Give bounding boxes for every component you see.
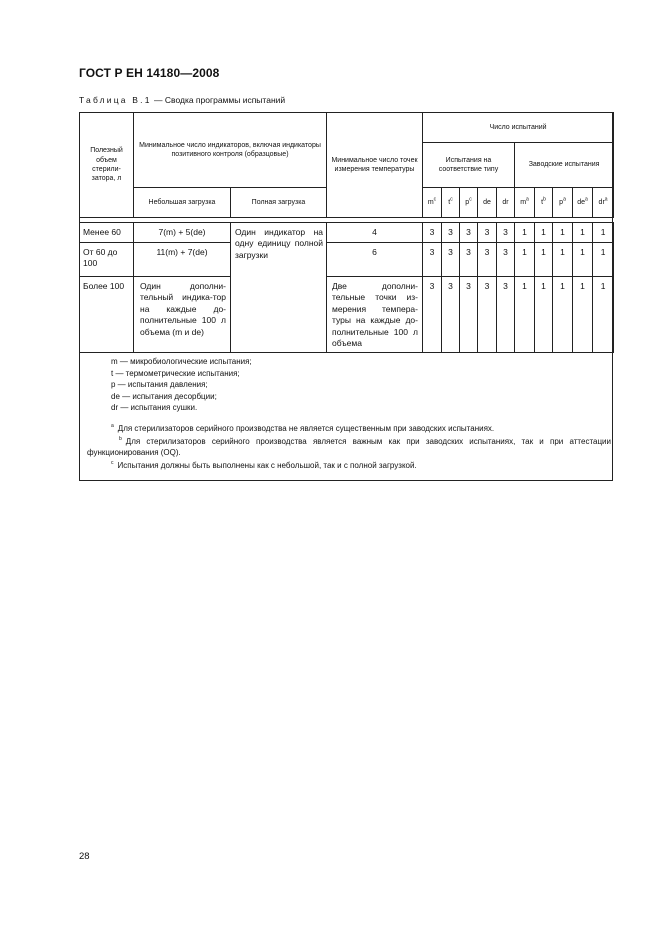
header-factory-col: $p^a$ <box>553 188 573 218</box>
row-value: 3 <box>442 243 460 277</box>
row-value: 1 <box>515 277 535 353</box>
header-type-col: dr <box>497 188 515 218</box>
abbreviation-item: de — испытания десорбции; <box>111 391 217 401</box>
row-temp-points: Две дополни-тельные точки из-мерения темпера-туры на каждые до-полнительные 100 л объема <box>327 277 423 353</box>
footnote-c: $^c$ Испытания должны быть выполнены как с небольшой, так и с полной загрузкой. <box>111 460 417 470</box>
row-value: 3 <box>442 223 460 243</box>
row-value: 3 <box>423 223 442 243</box>
row-small-load: 7(m) + 5(de) <box>134 223 231 243</box>
header-type-col: $t^c$ <box>442 188 460 218</box>
test-program-table <box>79 112 614 353</box>
footnote-a: $^a$ Для стерилизаторов серийного производства не является существенным при заводских испытаниях. <box>111 423 495 433</box>
row-value: 1 <box>573 223 593 243</box>
row-value: 1 <box>553 277 573 353</box>
full-load-cell: Один индикатор на одну единицу полной загрузки <box>231 223 327 353</box>
header-type-col: de <box>478 188 497 218</box>
row-value: 3 <box>478 223 497 243</box>
header-factory-col: $dr^a$ <box>593 188 614 218</box>
header-factory-col: $t^b$ <box>535 188 553 218</box>
document-title: ГОСТ Р ЕН 14180—2008 <box>79 66 220 80</box>
row-value: 1 <box>515 243 535 277</box>
row-value: 1 <box>573 243 593 277</box>
row-value: 3 <box>460 277 478 353</box>
row-value: 1 <box>553 243 573 277</box>
header-factory-col: $m^a$ <box>515 188 535 218</box>
header-temp-points: Минимальное число точек измерения температуры <box>327 113 423 218</box>
abbreviation-list <box>111 356 613 414</box>
table-caption-text: — Сводка программы испытаний <box>151 95 286 105</box>
row-value: 3 <box>460 223 478 243</box>
header-type-col: $p^c$ <box>460 188 478 218</box>
abbreviation-item: t — термометрические испытания; <box>111 368 240 378</box>
header-type-col: $m^c$ <box>423 188 442 218</box>
row-volume: От 60 до 100 <box>80 243 134 277</box>
header-factory-tests: Заводские испытания <box>515 143 614 188</box>
header-full-load: Полная загрузка <box>231 188 327 218</box>
row-value: 1 <box>593 223 614 243</box>
row-value: 1 <box>535 277 553 353</box>
row-small-load: Один дополни-тельный индика-тор на каждые до-полнительные 100 л объема (m и de) <box>134 277 231 353</box>
table-caption <box>79 95 285 105</box>
row-value: 1 <box>573 277 593 353</box>
row-volume: Более 100 <box>80 277 134 353</box>
row-temp-points: 6 <box>327 243 423 277</box>
row-temp-points: 4 <box>327 223 423 243</box>
row-volume: Менее 60 <box>80 223 134 243</box>
row-value: 3 <box>478 277 497 353</box>
row-value: 1 <box>593 277 614 353</box>
table-caption-label: Таблица В.1 <box>79 95 152 105</box>
table-row <box>80 243 614 277</box>
row-value: 1 <box>553 223 573 243</box>
row-value: 3 <box>497 243 515 277</box>
row-value: 3 <box>442 277 460 353</box>
row-value: 1 <box>593 243 614 277</box>
row-value: 3 <box>423 277 442 353</box>
row-value: 3 <box>497 223 515 243</box>
table-row <box>80 277 614 353</box>
footnote-b: $^b$ Для стерилизаторов серийного производства является важным как при заводских испытаниях, так и при аттестации функционирования (OQ). <box>87 435 611 458</box>
row-value: 3 <box>497 277 515 353</box>
row-value: 3 <box>423 243 442 277</box>
abbreviation-item: p — испытания давления; <box>111 380 208 390</box>
row-value: 3 <box>460 243 478 277</box>
table-row <box>80 223 614 243</box>
header-small-load: Небольшая загрузка <box>134 188 231 218</box>
page-number: 28 <box>79 851 90 862</box>
table-notes <box>79 350 613 471</box>
header-volume: Полезный объем стерили-затора, л <box>80 113 134 218</box>
row-value: 1 <box>535 223 553 243</box>
row-small-load: 11(m) + 7(de) <box>134 243 231 277</box>
header-test-count: Число испытаний <box>423 113 614 143</box>
abbreviation-item: dr — испытания сушки. <box>111 403 198 413</box>
row-value: 3 <box>478 243 497 277</box>
header-type-tests: Испытания на соответствие типу <box>423 143 515 188</box>
header-factory-col: $de^a$ <box>573 188 593 218</box>
row-value: 1 <box>515 223 535 243</box>
abbreviation-item: m — микробиологические испытания; <box>111 357 252 366</box>
row-value: 1 <box>535 243 553 277</box>
header-indicators: Минимальное число индикаторов, включая индикаторы позитивного контроля (образцовые) <box>134 113 327 188</box>
